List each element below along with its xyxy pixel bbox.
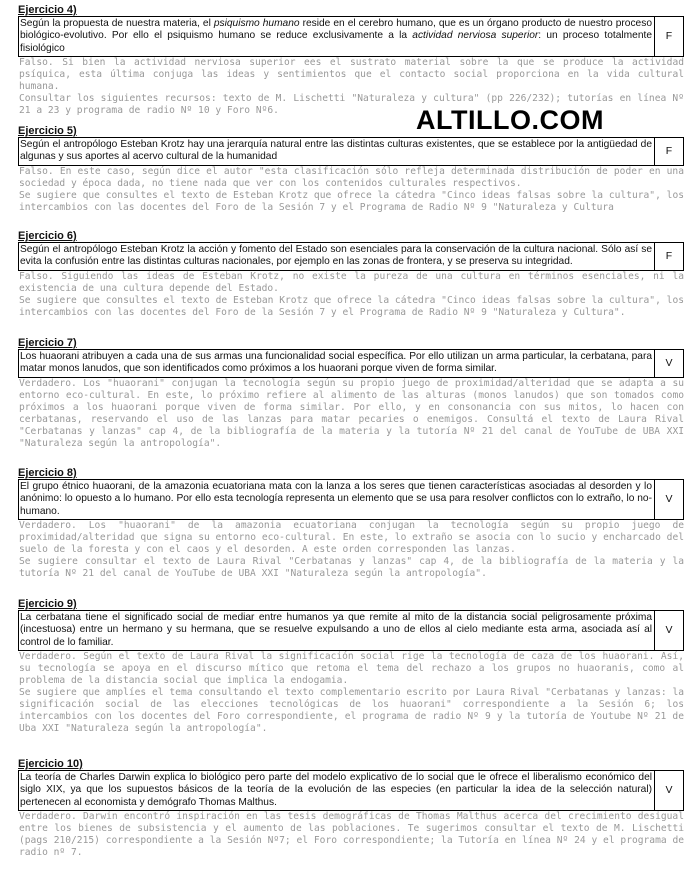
exercise-4 <box>18 4 684 117</box>
answer-cell: V <box>665 493 673 506</box>
question-text: El grupo étnico huaorani, de la amazonia ecuatoriana mata con la lanza a los seres que tienen características asociadas al desorden y lo anónimo: lo opuesto a lo humano. Por ello esta tecnología representa un elemento que se usa para resolver conflictos con lo extraño, lo no-humano. <box>19 480 655 519</box>
question-text-part: Según la propuesta de nuestra materia, el <box>20 18 214 29</box>
answer-cell: F <box>665 30 673 43</box>
explanation-text: Verdadero. Los "huaorani" conjugan la tecnología según su propio juego de proximidad/alteridad que se adapta a su entorno eco-cultural. En este, lo próximo refiere al alimento de las alturas (monos lanudos) que son tomados como próximos a los huaorani porque viven de forma similar. Por ello, y en consonancia con sus mitos, lo hacen con cerbatanas, reservando el uso de las lanzas para matar pecaries o enemigos. Consultá el texto de Laura Rival "Cerbatanas y lanzas" cap 4, de la bibliografía de la materia y la tutoría Nº 21 del canal de YouTube de UBA XXI "Naturaleza según la antropología". <box>19 377 684 449</box>
exercise-title: Ejercicio 9) <box>18 598 77 610</box>
exercise-title: Ejercicio 7) <box>18 337 77 349</box>
question-text-italic: actividad nerviosa superior <box>412 30 539 42</box>
exercise-title: Ejercicio 8) <box>18 467 77 479</box>
question-text: Los huaorani atribuyen a cada una de sus armas una funcionalidad social específica. Por ello utilizan un arma particular, la cerbatana, para matar monos lanudos, que son identificados como próximos a los huaorani porque viven de forma similar. <box>19 350 655 377</box>
exercise-title: Ejercicio 5) <box>18 125 77 137</box>
exercise-10 <box>18 758 684 859</box>
question-box <box>18 770 684 811</box>
exercise-8 <box>18 467 684 580</box>
altillo-watermark: ALTILLO.COM <box>416 105 604 135</box>
question-text-italic: psiquismo humano <box>213 18 300 29</box>
question-box <box>18 610 684 651</box>
resources-text: Se sugiere que consultes el texto de Esteban Krotz que ofrece la cátedra "Cinco ideas falsas sobre la cultura", los intercambios con las docentes del Foro de la Sesión 7 y el Programa de Radio Nº 9 "Naturaleza y Cultura <box>19 189 684 213</box>
answer-cell: F <box>665 145 673 158</box>
explanation-text: Falso. Siguiendo las ideas de Esteban Krotz, no existe la pureza de una cultura en términos esenciales, ni la existencia de una cultura depende del Estado. <box>19 270 684 294</box>
question-box <box>18 349 684 378</box>
exercise-title: Ejercicio 10) <box>18 758 83 770</box>
answer-cell: V <box>665 357 673 370</box>
resources-text: Se sugiere que consultes el texto de Esteban Krotz que ofrece la cátedra "Cinco ideas falsas sobre la cultura", los intercambios con las docentes del Foro de la Sesión 7 y el Programa de Radio Nº 9 "Naturaleza y Cultura". <box>19 294 684 318</box>
explanation-text: Falso. En este caso, según dice el autor "esta clasificación sólo refleja determinada distribución de poder en una sociedad y época dada, no tiene nada que ver con los contenidos culturales respectivos. <box>19 165 684 189</box>
exercise-title: Ejercicio 4) <box>18 4 77 16</box>
resources-text: Consultar los siguientes recursos: texto de M. Lischetti "Naturaleza y cultura" (pp 226/232); tutorías en línea Nº 21 a 23 y programa de radio Nº 10 y Foro Nº6. <box>19 92 684 116</box>
question-box <box>18 242 684 271</box>
explanation-text: Falso. Si bien la actividad nerviosa superior ees el sustrato material sobre la que se produce la actividad psíquica, esta última conjuga las ideas y sentimientos que el contacto social proporciona en la vida cultural humana. <box>19 56 684 92</box>
question-text: La teoría de Charles Darwin explica lo biológico pero parte del modelo explicativo de lo social que le ofrece el liberalismo económico del siglo XIX, ya que los supuestos básicos de la teoría de la evolución de las especies (en particular la idea de la selección natural) pertenecen al economista y demógrafo Thomas Malthus. <box>19 771 655 810</box>
exercise-title: Ejercicio 6) <box>18 230 77 242</box>
exercise-7 <box>18 337 684 450</box>
answer-cell: V <box>665 624 673 637</box>
answer-cell: V <box>665 784 673 797</box>
exercise-9 <box>18 598 684 735</box>
question-text: Según el antropólogo Esteban Krotz la acción y fomento del Estado son esenciales para la conservación de la cultura nacional. Sólo así se evita la confusión entre las distintas culturas nacionales, por ejemplo en las zonas de frontera, y se preserva su integridad. <box>19 243 655 270</box>
question-box <box>18 16 684 57</box>
question-box <box>18 479 684 520</box>
question-box <box>18 137 684 166</box>
question-text-part: reside en el cerebro humano, que es un órgano producto de nuestro proceso biológico-evolutivo. Por ello el psiquismo humano se reduce exclusivamente a la <box>20 18 652 42</box>
explanation-text: Verdadero. Según el texto de Laura Rival la significación social rige la tecnología de caza de los huaorani. Así, su tecnología se apoya en el discurso mítico que retoma el tema del rechazo a los grupos no huaoranis, como al problema de la distancia social que implica la endogamia. <box>19 650 684 686</box>
question-text-part: : un proceso totalmente fisiológico <box>20 30 652 54</box>
question-text: La cerbatana tiene el significado social de mediar entre humanos ya que remite al mito de la distancia social peligrosamente próxima (incestuosa) entre un hermano y su hermana, que se resuelve expulsando a uno de ellos al cielo mediante esta arma, asociada así al control de lo familiar. <box>19 611 655 650</box>
answer-cell: F <box>665 250 673 263</box>
question-text <box>19 17 655 56</box>
question-text: Según el antropólogo Esteban Krotz hay una jerarquía natural entre las distintas culturas existentes, que se establece por la antigüedad de algunas y sus aportes al acervo cultural de la humanidad <box>19 138 655 165</box>
explanation-text: Verdadero. Los "huaorani" de la amazonia ecuatoriana conjugan la tecnología según su propio juego de proximidad/alteridad que signa su entorno eco-cultural. En este, lo extraño se asocia con lo sucio y encharcado del suelo de la foresta y con el caos y el desorden. A este orden corresponden las lanzas. <box>19 519 684 555</box>
explanation-text: Verdadero. Darwin encontró inspiración en las tesis demográficas de Thomas Malthus acerca del crecimiento desigual entre los bienes de subsistencia y el aumento de las poblaciones. Te sugerimos consultar el texto de M. Lischetti (pags 210/215) correspondiente a la Sesión Nº7; el Foro correspondiente; la Tutoría en línea Nº 24 y el programa de radio nº 7. <box>19 810 684 858</box>
exercise-5 <box>18 125 684 214</box>
exercise-6 <box>18 230 684 319</box>
resources-text: Se sugiere que amplíes el tema consultando el texto complementario escrito por Laura Rival "Cerbatanas y lanzas: la significación social de las elecciones tecnológicas de los huaorani" correspondiente a la Sesión 6; los intercambios con los docentes del Foro correspondiente, el programa de radio Nº 9 y la tutoría de Youtube Nº 21 de Uba XXI "Naturaleza según la antropología". <box>19 686 684 734</box>
resources-text: Se sugiere consultar el texto de Laura Rival "Cerbatanas y lanzas" cap 4, de la bibliografía de la materia y la tutoría Nº 21 del canal de YouTube de UBA XXI "Naturaleza según la antropología". <box>19 555 684 579</box>
